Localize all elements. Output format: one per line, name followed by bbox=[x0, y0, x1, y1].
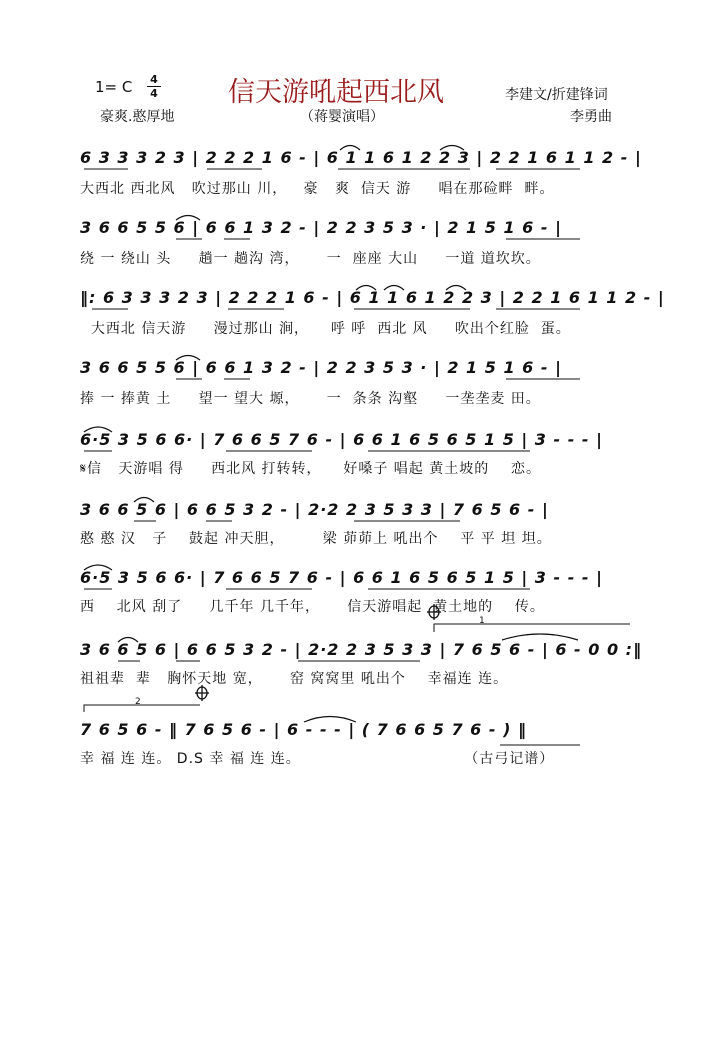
melody-line-9: 7 6 5 6 - ‖ 7 6 5 6 - | 6 - - - | ( 7 6 6 5 7 6 - ) ‖ bbox=[80, 720, 527, 739]
volta-1-label: 1 bbox=[479, 616, 485, 626]
lyric-line-4: 捧 一 捧黄 土 望一 望大 塬， 一 条条 沟壑 一垄垄麦 田。 bbox=[80, 391, 541, 407]
performer-credit: （蒋婴演唱） bbox=[300, 109, 384, 125]
melody-line-6: 3 6 6 5 6 | 6 6 5 3 2 - | 2·2 2 3 5 3 3 | 7 6 5 6 - | bbox=[80, 500, 549, 519]
volta-2-label: 2 bbox=[135, 697, 141, 707]
melody-line-3: ‖: 6 3 3 3 2 3 | 2 2 2 1 6 - | 6 1 1 6 1 2 2 3 | 2 2 1 6 1 1 2 - | bbox=[80, 288, 665, 307]
melody-line-5: 6·5 3 5 6 6· | 7 6 6 5 7 6 - | 6 6 1 6 5 6 5 1 5 | 3 - - - | bbox=[80, 430, 603, 449]
melody-line-1: 6 3 3 3 2 3 | 2 2 2 1 6 - | 6 1 1 6 1 2 2 3 | 2 2 1 6 1 1 2 - | bbox=[80, 148, 642, 167]
lyric-line-9: 幸 福 连 连。 D.S 幸 福 连 连。 （古弓记谱） bbox=[80, 751, 555, 767]
lyric-line-2: 绕 一 绕山 头 趟一 趟沟 湾， 一 座座 大山 一道 道坎坎。 bbox=[80, 251, 541, 267]
lyric-line-8: 祖祖辈 辈 胸怀天地 宽， 窑 窝窝里 吼出个 幸福连 连。 bbox=[80, 671, 509, 687]
lyricist-credit: 李建文/折建锋词 bbox=[505, 87, 608, 103]
time-signature-bottom: 4 bbox=[150, 87, 158, 100]
lyric-line-7: 西 北风 刮了 几千年 几千年， 信天游唱起 黄土地的 传。 bbox=[80, 599, 545, 615]
lyric-line-3: 大西北 信天游 漫过那山 涧， 呼 呼 西北 风 吹出个红脸 蛋。 bbox=[80, 321, 571, 337]
melody-line-4: 3 6 6 5 5 6 | 6 6 1 3 2 - | 2 2 3 5 3 · | 2 1 5 1 6 - | bbox=[80, 358, 562, 377]
expression-mark: 豪爽.憨厚地 bbox=[100, 109, 175, 125]
key-signature: 1= C bbox=[95, 78, 133, 96]
composer-credit: 李勇曲 bbox=[570, 109, 612, 125]
lyric-line-6: 憨 憨 汉 子 鼓起 冲天胆， 梁 茆茆上 吼出个 平 平 坦 坦。 bbox=[80, 531, 552, 547]
lyric-line-1: 大西北 西北风 吹过那山 川， 豪 爽 信天 游 唱在那硷畔 畔。 bbox=[80, 181, 555, 197]
melody-line-8: 3 6 6 5 6 | 6 6 5 3 2 - | 2·2 2 3 5 3 3 | 7 6 5 6 - | 6 - 0 0 :‖ bbox=[80, 640, 643, 659]
melody-line-2: 3 6 6 5 5 6 | 6 6 1 3 2 - | 2 2 3 5 3 · | 2 1 5 1 6 - | bbox=[80, 218, 562, 237]
song-title: 信天游吼起西北风 bbox=[228, 77, 444, 108]
lyric-line-5: 𝄋信 天游唱 得 西北风 打转转， 好嗓子 唱起 黄土坡的 恋。 bbox=[80, 461, 542, 477]
melody-line-7: 6·5 3 5 6 6· | 7 6 6 5 7 6 - | 6 6 1 6 5 6 5 1 5 | 3 - - - | bbox=[80, 568, 603, 587]
time-signature-top: 4 bbox=[150, 73, 158, 86]
